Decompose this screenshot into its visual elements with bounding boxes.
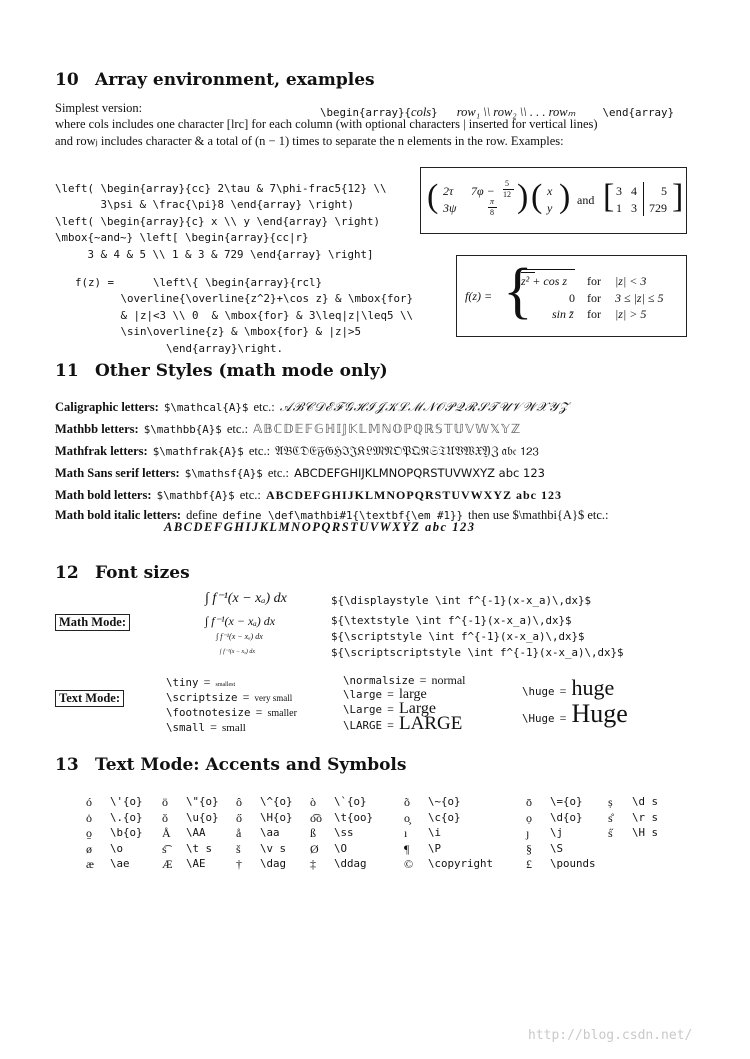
accent-command: \AA bbox=[186, 826, 206, 839]
accent-glyph: ‡ bbox=[310, 857, 316, 871]
matrix-cell: 5 bbox=[661, 184, 667, 198]
math-size-code: ${\textstyle \int f^{-1}(x-x_a)\,dx}$ bbox=[331, 614, 572, 627]
simplest-rows: row₁ \\ row₂ \\ . . . rowₘ bbox=[456, 105, 576, 119]
code-line: 3 & 4 & 5 \\ 1 & 3 & 729 \end{array} \right] bbox=[55, 247, 374, 261]
frac-den: 8 bbox=[490, 208, 494, 217]
style-sample: ABCDEFGHIJKLMNOPQRSTUVWXYZ abc 123 bbox=[265, 488, 562, 502]
accent-command: \j bbox=[550, 826, 564, 839]
piecewise-condition: |z| > 5 bbox=[615, 307, 647, 321]
accent-command: \S bbox=[550, 841, 564, 855]
accent-glyph: s̋ bbox=[608, 826, 613, 840]
piecewise-value: 0 bbox=[569, 291, 575, 305]
accent-glyph: © bbox=[404, 857, 414, 871]
style-code: $\mathbb{A}$ bbox=[143, 423, 222, 436]
accent-command: \t s bbox=[186, 841, 213, 855]
style-row-caligraphic bbox=[55, 396, 569, 415]
accent-glyph: Å bbox=[162, 826, 171, 840]
matrix-cell: 4 bbox=[631, 184, 637, 198]
description-line-2: and rowⱼ includes character & a total of (n − 1) times to separate the n elements in the row. Examples: bbox=[55, 134, 564, 148]
style-row-bold-italic: Math bold italic letters: define define \def\mathbi#1{\textbf{\em #1}} then use $\mathbi{A}$ etc.: bbox=[55, 508, 609, 522]
size-LARGE: \LARGE = LARGE bbox=[343, 713, 463, 734]
matrix-cell: 729 bbox=[649, 201, 667, 215]
accent-command: \ddag bbox=[334, 857, 367, 870]
section-13-heading bbox=[55, 755, 406, 775]
accent-command: \u{o} bbox=[186, 810, 219, 824]
text-mode-label: Text Mode: bbox=[55, 690, 124, 707]
math-mode-label: Math Mode: bbox=[55, 614, 130, 631]
style-code: $\mathcal{A}$ bbox=[163, 401, 249, 414]
style-code: $\mathsf{A}$ bbox=[184, 467, 263, 480]
section-number: 10 bbox=[55, 70, 79, 90]
vector-cell: x bbox=[547, 184, 553, 198]
accent-command: \~{o} bbox=[428, 795, 461, 808]
matrix-cell: 7φ − bbox=[471, 184, 495, 198]
section-number: 12 bbox=[55, 563, 79, 583]
accent-glyph: ŏ bbox=[162, 810, 168, 825]
accent-command: \ss bbox=[334, 826, 354, 839]
for-text: for bbox=[587, 274, 601, 288]
style-etc: etc.: bbox=[248, 444, 271, 458]
left-paren: ( bbox=[531, 178, 543, 215]
code-line: f(z) = \left\{ \begin{array}{rcl} bbox=[75, 275, 323, 289]
matrix-cell: 3ψ bbox=[443, 201, 457, 215]
rendered-matrices-box bbox=[420, 167, 687, 234]
code-line: \sin\overline{z} & \mbox{for} & |z|>5 bbox=[75, 325, 362, 338]
simplest-code-close: } bbox=[431, 106, 438, 119]
accent-glyph: o͡o bbox=[310, 810, 322, 825]
size-large: \large = large bbox=[343, 687, 427, 702]
accent-glyph: ò bbox=[310, 795, 316, 809]
style-label: Math Sans serif letters: bbox=[55, 466, 180, 480]
style-sample-bold-italic: ABCDEFGHIJKLMNOPQRSTUVWXYZ abc 123 bbox=[164, 520, 476, 534]
style-code: $\mathbf{A}$ bbox=[156, 489, 235, 502]
accent-command: \d{o} bbox=[550, 810, 583, 824]
overline-inner bbox=[521, 272, 535, 273]
watermark: http://blog.csdn.net/ bbox=[528, 1028, 693, 1043]
accent-glyph: ó bbox=[86, 795, 92, 809]
code-line: & |z|<3 \\ 0 & \mbox{for} & 3\leq|z|\leq5 \\ bbox=[75, 308, 414, 322]
size-huge: \huge = huge bbox=[522, 675, 615, 700]
left-paren: ( bbox=[427, 178, 439, 215]
math-size-code: ${\scriptstyle \int f^{-1}(x-x_a)\,dx}$ bbox=[331, 630, 585, 643]
accent-glyph: o̧ bbox=[404, 810, 410, 825]
rendered-piecewise-box bbox=[456, 255, 687, 337]
accent-glyph: ọ bbox=[526, 810, 532, 825]
piecewise-value: sin z̄ bbox=[552, 307, 574, 321]
style-label: Math bold letters: bbox=[55, 488, 152, 502]
size-normalsize: \normalsize = normal bbox=[343, 673, 466, 687]
accent-command: \o bbox=[110, 841, 124, 855]
size-small: \small = small bbox=[166, 720, 246, 734]
piecewise-lhs: f(z) = bbox=[465, 289, 493, 303]
accent-glyph: ṣ bbox=[608, 795, 613, 809]
style-etc: etc.: bbox=[253, 400, 275, 414]
section-number: 13 bbox=[55, 755, 79, 775]
description-line-1: where cols includes one character [lrc] for each column (with optional characters | inserted for vertical lines) bbox=[55, 117, 598, 131]
accent-command: \ae bbox=[110, 857, 130, 870]
style-label: Mathbb letters: bbox=[55, 422, 139, 436]
and-text: and bbox=[577, 193, 595, 207]
style-etc: etc.: bbox=[226, 422, 249, 436]
section-title: Other Styles (math mode only) bbox=[95, 361, 388, 381]
matrix-cell: 3 bbox=[631, 201, 637, 215]
for-text: for bbox=[587, 291, 601, 305]
style-sample: 𝒜ℬ𝒞𝒟ℰℱ𝒢ℋℐ𝒥𝒦ℒℳ𝒩𝒪𝒫𝒬ℛ𝒮𝒯𝒰𝒱𝒲𝒳𝒴𝒵 bbox=[279, 400, 570, 414]
style-label: Caligraphic letters: bbox=[55, 400, 159, 414]
accent-command: \c{o} bbox=[428, 810, 461, 824]
style-label: Mathfrak letters: bbox=[55, 444, 148, 458]
section-10-heading bbox=[55, 70, 375, 90]
accent-glyph: ø bbox=[86, 841, 92, 856]
style-etc: then use $\mathbi{A}$ etc.: bbox=[468, 508, 609, 522]
right-bracket: ] bbox=[672, 178, 684, 215]
accent-command: \O bbox=[334, 841, 348, 855]
simplest-cols: cols bbox=[411, 105, 432, 119]
accent-command: \={o} bbox=[550, 795, 583, 808]
style-sample: ABCDEFGHIJKLMNOPQRSTUVWXYZ abc 123 bbox=[294, 466, 545, 480]
style-etc: etc.: bbox=[239, 488, 261, 502]
accent-command: \dag bbox=[260, 857, 287, 870]
accent-glyph: ¶ bbox=[404, 841, 410, 856]
frac-num: π bbox=[490, 197, 495, 206]
size-scriptsize: \scriptsize = very small bbox=[166, 690, 293, 704]
code-line: \end{array}\right. bbox=[75, 341, 284, 355]
accent-command: \H{o} bbox=[260, 810, 293, 824]
style-row-bold bbox=[55, 484, 562, 503]
accent-command: \b{o} bbox=[110, 826, 143, 839]
section-11-heading bbox=[55, 361, 388, 381]
style-row-mathbb bbox=[55, 418, 521, 437]
vector-cell: y bbox=[547, 201, 553, 215]
size-Huge: \Huge = Huge bbox=[522, 699, 628, 728]
style-code: define \def\mathbi#1{\textbf{\em #1}} bbox=[222, 509, 463, 522]
accent-glyph: ß bbox=[310, 826, 316, 840]
accent-command: \^{o} bbox=[260, 795, 293, 808]
matrix-cell: 2τ bbox=[443, 184, 454, 198]
accent-glyph: Ø bbox=[310, 841, 319, 856]
accent-glyph: å bbox=[236, 826, 242, 840]
piecewise-condition: 3 ≤ |z| ≤ 5 bbox=[615, 291, 664, 305]
overline-outer bbox=[521, 269, 575, 270]
accent-glyph: ȷ bbox=[526, 826, 530, 840]
piecewise-value: z² + cos z bbox=[521, 274, 568, 288]
style-code: $\mathfrak{A}$ bbox=[152, 445, 244, 458]
code-line: \left( \begin{array}{c} x \\ y \end{array} \right) bbox=[55, 214, 381, 228]
matrix-cell: 3 bbox=[616, 184, 622, 198]
accent-glyph: æ bbox=[86, 857, 95, 871]
style-label: Math bold italic letters: bbox=[55, 508, 182, 522]
accent-glyph: ö bbox=[162, 795, 168, 809]
accent-command: \r s bbox=[632, 810, 659, 824]
section-12-heading bbox=[55, 563, 190, 583]
accent-command: \P bbox=[428, 841, 442, 855]
style-row-mathfrak bbox=[55, 440, 539, 459]
matrix-cell: 1 bbox=[616, 201, 622, 215]
accent-command: \i bbox=[428, 826, 442, 839]
code-line: \mbox{~and~} \left[ \begin{array}{cc|r} bbox=[55, 231, 309, 244]
size-Large: \Large = Large bbox=[343, 700, 436, 717]
accent-glyph: ı bbox=[404, 826, 408, 840]
accent-command: \v s bbox=[260, 841, 287, 855]
simplest-code-begin: \begin{array}{ bbox=[320, 106, 412, 119]
accent-command: \aa bbox=[260, 826, 280, 839]
accent-command: \copyright bbox=[428, 857, 494, 870]
right-paren: ) bbox=[559, 178, 571, 215]
simplest-end: \end{array} bbox=[602, 106, 674, 119]
math-size-code: ${\displaystyle \int f^{-1}(x-x_a)\,dx}$ bbox=[331, 594, 592, 607]
accent-glyph: ō bbox=[526, 795, 532, 809]
accent-glyph: š bbox=[236, 841, 241, 856]
accent-glyph: § bbox=[526, 841, 532, 856]
code-line: \left( \begin{array}{cc} 2\tau & 7\phi-frac5{12} \\ bbox=[55, 181, 387, 195]
style-row-sans bbox=[55, 462, 545, 481]
accent-glyph: õ bbox=[404, 795, 410, 809]
accent-glyph: £ bbox=[526, 857, 532, 871]
size-footnotesize: \footnotesize = smaller bbox=[166, 705, 297, 719]
accent-glyph: † bbox=[236, 857, 242, 871]
integral-scriptscript: ∫ f⁻¹(x − xₐ) dx bbox=[220, 649, 256, 655]
accent-command: \'{o} bbox=[110, 795, 143, 808]
integral-text: ∫ f⁻¹(x − xₐ) dx bbox=[205, 614, 276, 628]
accent-command: \.{o} bbox=[110, 810, 143, 824]
section-title: Text Mode: Accents and Symbols bbox=[95, 755, 407, 775]
code-line: \overline{\overline{z^2}+\cos z} & \mbox{for} bbox=[75, 292, 414, 305]
style-sample: 𝔄𝔅ℭ𝔇𝔈𝔉𝔊ℌℑ𝔍𝔎𝔏𝔐𝔑𝔒𝔓𝔔ℜ𝔖𝔗𝔘𝔙𝔚𝔛𝔜ℨ 𝔞𝔟𝔠 𝟣𝟤𝟥 bbox=[275, 444, 539, 458]
right-paren: ) bbox=[517, 178, 529, 215]
accent-glyph: s̊ bbox=[608, 810, 613, 825]
section-title: Font sizes bbox=[95, 563, 190, 583]
accent-command: \d s bbox=[632, 795, 659, 808]
accent-command: \`{o} bbox=[334, 795, 367, 808]
section-title: Array environment, examples bbox=[95, 70, 375, 90]
simplest-label: Simplest version: bbox=[55, 101, 143, 115]
accent-command: \H s bbox=[632, 826, 659, 839]
section-number: 11 bbox=[55, 361, 79, 381]
accent-glyph: ô bbox=[236, 795, 242, 809]
accent-glyph: Æ bbox=[162, 857, 173, 871]
size-tiny: \tiny = smallest bbox=[166, 675, 236, 689]
integral-script: ∫ f⁻¹(x − xₐ) dx bbox=[216, 632, 263, 641]
accent-glyph: ȯ bbox=[86, 810, 92, 825]
piecewise-condition: |z| < 3 bbox=[615, 274, 647, 288]
for-text: for bbox=[587, 307, 601, 321]
math-size-code: ${\scriptscriptstyle \int f^{-1}(x-x_a)\,dx}$ bbox=[331, 646, 624, 659]
column-rule bbox=[643, 182, 644, 216]
frac-num: 5 bbox=[505, 179, 509, 188]
accent-command: \"{o} bbox=[186, 795, 219, 808]
accent-command: \t{oo} bbox=[334, 810, 374, 824]
accent-glyph: s͡ bbox=[162, 841, 167, 856]
accent-command: \AE bbox=[186, 857, 206, 870]
left-brace: { bbox=[503, 257, 533, 325]
left-bracket: [ bbox=[603, 178, 615, 215]
frac-den: 12 bbox=[503, 190, 511, 199]
integral-display: ∫ f⁻¹(x − xₐ) dx bbox=[205, 591, 287, 606]
style-sample: 𝔸𝔹ℂ𝔻𝔼𝔽𝔾ℍ𝕀𝕁𝕂𝕃𝕄ℕ𝕆ℙℚℝ𝕊𝕋𝕌𝕍𝕎𝕏𝕐ℤ bbox=[253, 422, 522, 436]
code-line: 3\psi & \frac{\pi}8 \end{array} \right) bbox=[55, 198, 355, 211]
style-etc: etc.: bbox=[267, 466, 289, 480]
accent-command: \pounds bbox=[550, 857, 596, 870]
accent-glyph: o̱ bbox=[86, 826, 92, 840]
accent-glyph: ő bbox=[236, 810, 242, 825]
